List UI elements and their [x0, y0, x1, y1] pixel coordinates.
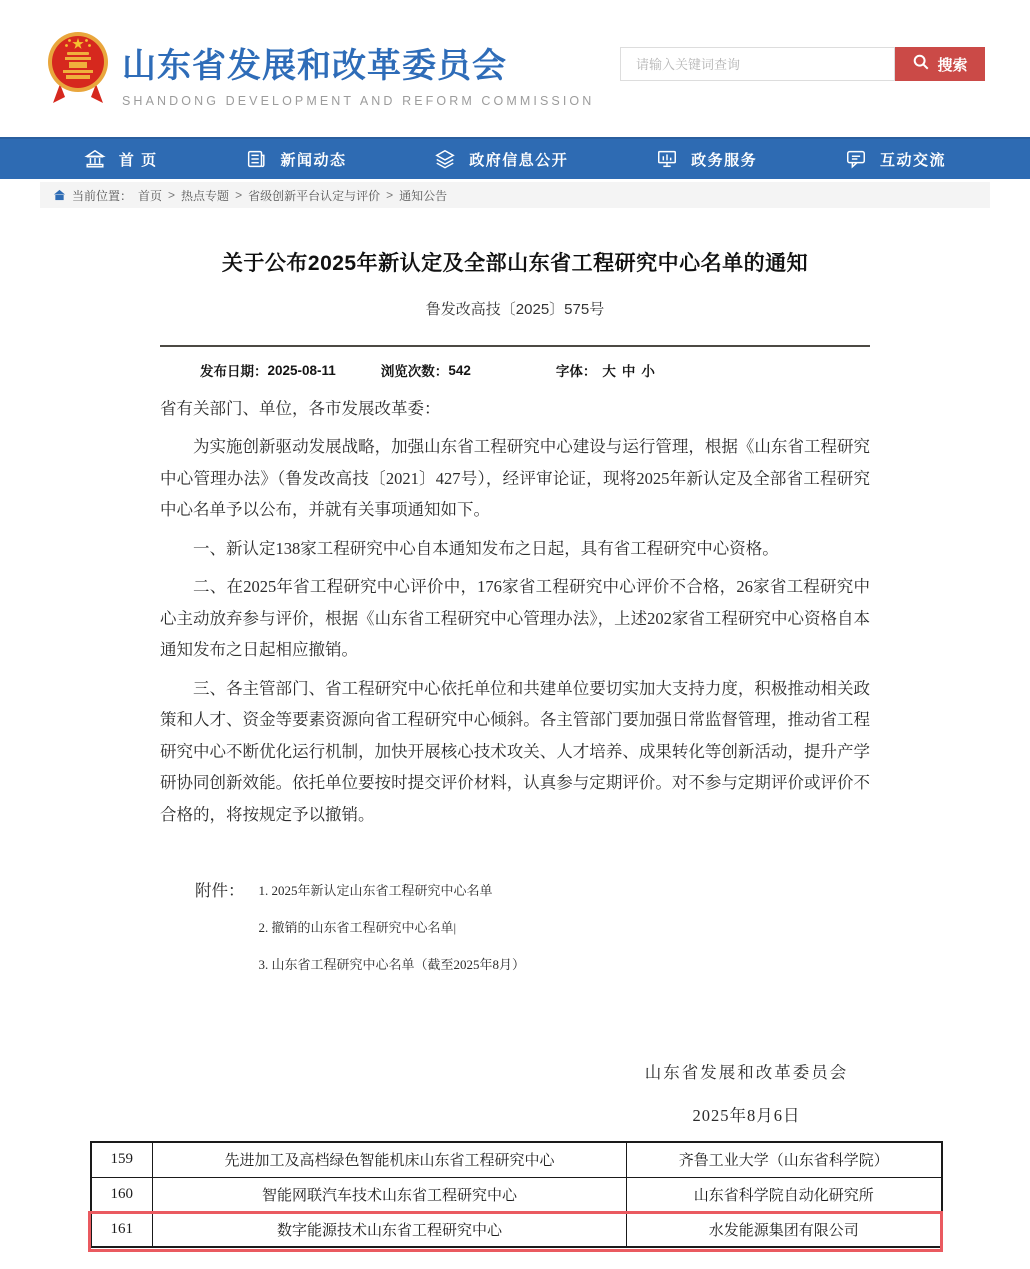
attachment-link-1[interactable]: 1. 2025年新认定山东省工程研究中心名单 [258, 883, 493, 898]
views-label: 浏览次数： [380, 364, 449, 379]
org-name: 齐鲁工业大学（山东省科学院） [627, 1142, 942, 1177]
magnifier-icon [912, 53, 930, 75]
table-row [91, 1212, 942, 1247]
table-row [91, 1177, 942, 1212]
nav-label-news: 新闻动态 [280, 151, 347, 169]
breadcrumb-item-platform[interactable]: 省级创新平台认定与评价 [248, 188, 381, 203]
breadcrumb-separator: > [386, 188, 394, 202]
center-name: 先进加工及高档绿色智能机床山东省工程研究中心 [153, 1142, 627, 1177]
breadcrumb-item-notices[interactable]: 通知公告 [399, 188, 448, 203]
row-number: 160 [91, 1177, 153, 1212]
paragraph-item-3: 三、各主管部门、省工程研究中心依托单位和共建单位要切实加大支持力度，积极推动相关政策和人才、资金等要素资源向省工程研究中心倾斜。各主管部门要加强日常监督管理，推动省工程研究中心不断优化运行机制，加快开展核心技术攻关、人才培养、成果转化等创新活动，提升产学研协同创新效能。依托单位要按时提交评价材料，认真参与定期评价。对不参与定期评价或评价不合格的，将按规定予以撤销。 [160, 678, 870, 824]
search-button-label: 搜索 [937, 56, 968, 74]
document-number: 鲁发改高技〔2025〕575号 [425, 301, 605, 318]
nav-item-services[interactable] [656, 148, 757, 170]
site-header [0, 0, 1030, 137]
nav-label-interaction: 互动交流 [880, 151, 947, 169]
bank-home-icon [84, 148, 106, 170]
divider [160, 345, 870, 347]
breadcrumb-prefix: 当前位置： [72, 188, 133, 203]
document-title: 关于公布2025年新认定及全部山东省工程研究中心名单的通知 [221, 252, 809, 275]
publish-date-label: 发布日期： [200, 364, 268, 379]
paragraph-intro: 为实施创新驱动发展战略，加强山东省工程研究中心建设与运行管理，根据《山东省工程研究中心管理办法》（鲁发改高技〔2021〕427号），经评审论证，现将2025年新认定及全部省工程研究中心名单予以公布，并就有关事项通知如下。 [160, 437, 870, 519]
site-title: 山东省发展和改革委员会 [122, 47, 507, 85]
font-size-medium[interactable]: 中 [621, 364, 636, 379]
search-input[interactable] [620, 47, 895, 81]
font-size-large[interactable]: 大 [602, 364, 616, 379]
brand [122, 38, 594, 108]
font-size-controls [556, 360, 655, 380]
attachments-label: 附件： [195, 881, 245, 900]
views-count: 542 [448, 362, 471, 378]
publish-date: 2025-08-11 [267, 362, 336, 378]
nav-item-gov-info[interactable] [434, 148, 568, 170]
signature-date: 2025年8月6日 [692, 1106, 801, 1125]
nav-label-home: 首 页 [118, 151, 158, 169]
attachments [160, 872, 870, 983]
nav-item-home[interactable] [84, 148, 158, 170]
center-name: 智能网联汽车技术山东省工程研究中心 [153, 1177, 627, 1212]
breadcrumb-item-home[interactable]: 首页 [138, 188, 163, 203]
salutation: 省有关部门、单位，各市发展改革委： [160, 399, 441, 418]
attachment-link-3[interactable]: 3. 山东省工程研究中心名单（截至2025年8月） [258, 957, 526, 972]
breadcrumb-separator: > [168, 188, 176, 202]
breadcrumb [40, 182, 990, 208]
breadcrumb-item-topics[interactable]: 热点专题 [181, 188, 230, 203]
paragraph-item-1: 一、新认定138家工程研究中心自本通知发布之日起，具有省工程研究中心资格。 [193, 538, 779, 558]
search-bar [620, 47, 985, 81]
row-number: 159 [91, 1142, 153, 1177]
table-row [91, 1142, 942, 1177]
signature-org: 山东省发展和改革委员会 [644, 1063, 849, 1082]
nav-label-services: 政务服务 [691, 151, 758, 169]
newspaper-icon [245, 148, 267, 170]
nav-item-news[interactable] [245, 148, 346, 170]
national-emblem-icon [46, 28, 110, 108]
attachment-link-2[interactable]: 2. 撤销的山东省工程研究中心名单| [258, 920, 457, 935]
chat-bubble-icon [845, 148, 867, 170]
site-subtitle: SHANDONG DEVELOPMENT AND REFORM COMMISSION [122, 94, 595, 108]
document-body [160, 393, 870, 1126]
monitor-chart-icon [656, 148, 678, 170]
font-label: 字体： [555, 364, 597, 379]
home-icon [53, 189, 66, 201]
nav-label-gov-info: 政府信息公开 [469, 151, 569, 169]
document-meta [160, 360, 870, 380]
centers-table [90, 1141, 943, 1248]
main-nav [0, 137, 1030, 179]
centers-table-wrap [90, 1141, 941, 1248]
breadcrumb-separator: > [235, 188, 243, 202]
center-name: 数字能源技术山东省工程研究中心 [153, 1212, 627, 1247]
document [160, 247, 870, 1126]
paragraph-item-2: 二、在2025年省工程研究中心评价中，176家省工程研究中心评价不合格，26家省工程研究中心主动放弃参与评价，根据《山东省工程研究中心管理办法》，上述202家省工程研究中心资格自本通知发布之日起相应撤销。 [160, 577, 870, 659]
font-size-small[interactable]: 小 [641, 364, 655, 379]
layers-icon [434, 148, 456, 170]
row-number: 161 [91, 1212, 153, 1247]
nav-item-interaction[interactable] [845, 148, 946, 170]
org-name: 山东省科学院自动化研究所 [627, 1177, 942, 1212]
search-button[interactable] [895, 47, 985, 81]
attachments-list [259, 872, 526, 983]
signature-block [629, 1059, 864, 1126]
org-name: 水发能源集团有限公司 [627, 1212, 942, 1247]
